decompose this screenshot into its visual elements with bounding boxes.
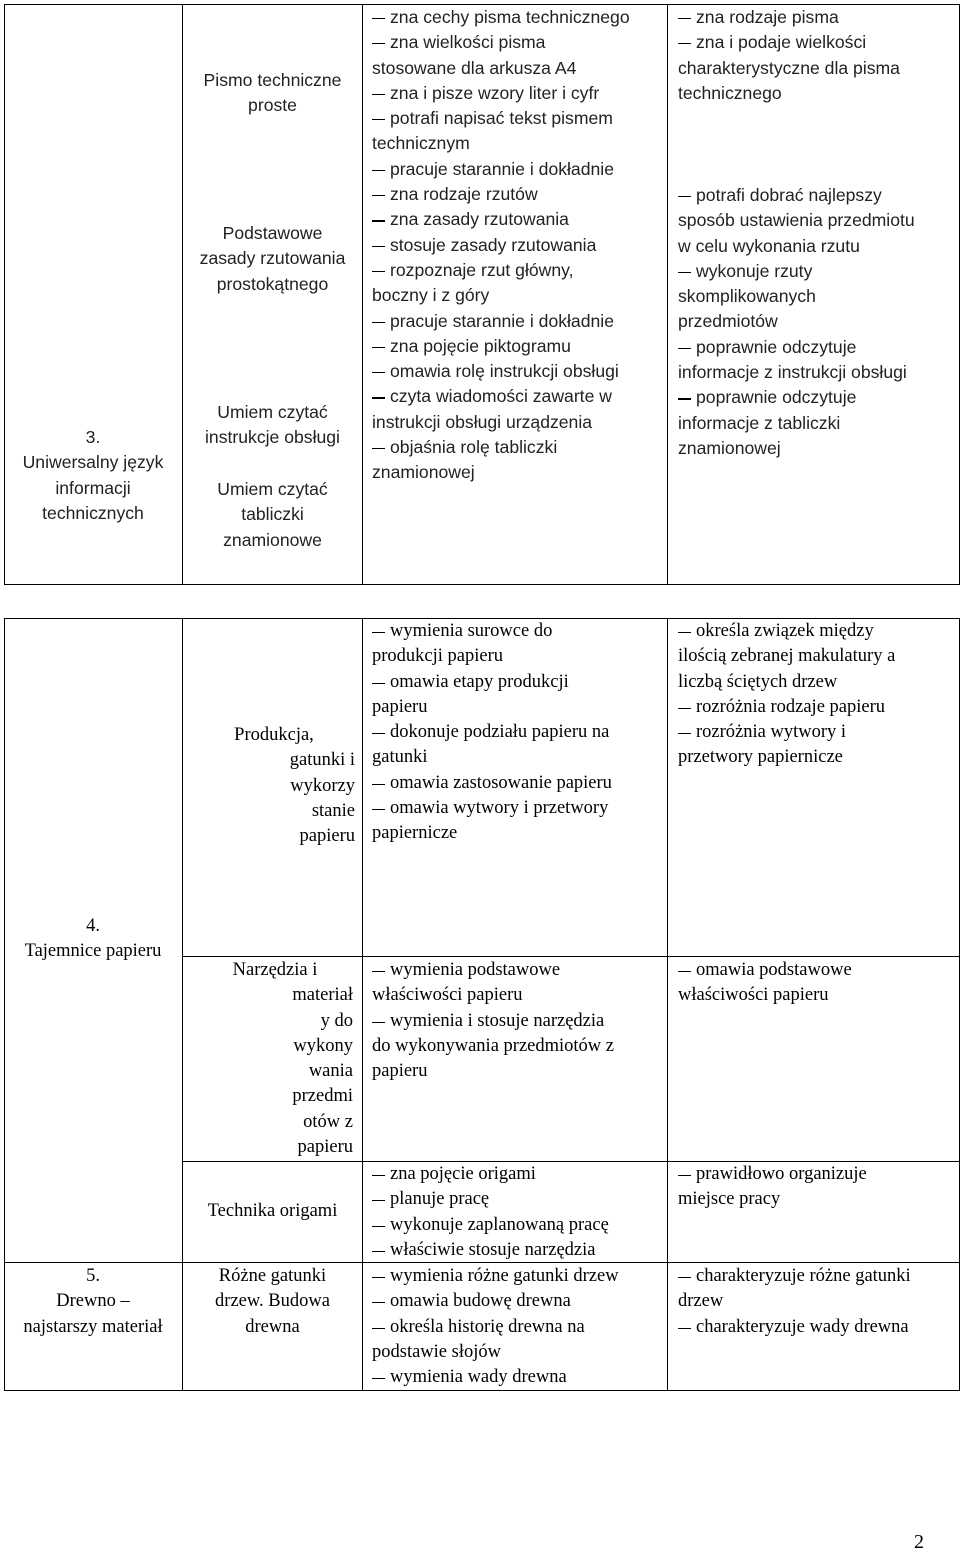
section-3-title: 3. Uniwersalny język informacji technicznych	[22, 427, 164, 523]
requirement-item: omawia podstawowe	[678, 958, 960, 983]
requirement-item: dokonuje podziału papieru na	[372, 720, 667, 745]
requirement-item: rozróżnia rodzaje papieru	[678, 695, 960, 720]
section-4-extended-b	[678, 958, 960, 1009]
requirement-item: charakteryzuje różne gatunki	[678, 1264, 960, 1289]
requirement-item: omawia budowę drewna	[372, 1289, 667, 1314]
requirement-item: zna rodzaje rzutów	[372, 182, 667, 207]
requirement-item-continuation: drzew	[678, 1291, 724, 1312]
requirement-item-continuation: boczny i z góry	[372, 285, 490, 306]
requirement-item: omawia rolę instrukcji obsługi	[372, 359, 667, 384]
requirement-item: prawidłowo organizuje	[678, 1162, 960, 1187]
section-5-title: 5. Drewno – najstarszy materiał	[23, 1266, 163, 1337]
requirement-item: poprawnie odczytuje	[678, 335, 960, 360]
requirement-item: wymienia różne gatunki drzew	[372, 1264, 667, 1289]
requirement-item-continuation: technicznym	[372, 133, 470, 154]
requirement-item: omawia zastosowanie papieru	[372, 771, 667, 796]
requirement-item-continuation: liczbą ściętych drzew	[678, 671, 838, 692]
requirement-item: potrafi napisać tekst pismem	[372, 106, 667, 131]
topic-gatunki-drzew: Różne gatunki drzew. Budowa drewna	[215, 1266, 330, 1337]
requirement-item: wymienia wady drewna	[372, 1365, 667, 1390]
requirement-item-continuation: produkcji papieru	[372, 646, 503, 667]
requirement-item: wymienia podstawowe	[372, 958, 667, 983]
requirement-item-continuation: ilością zebranej makulatury a	[678, 646, 896, 667]
section-4-basic-b	[372, 958, 667, 1084]
section-5-extended	[678, 1264, 960, 1340]
divider	[667, 618, 668, 1391]
section-3-extended-requirements-b	[678, 183, 960, 461]
section-4-basic-c	[372, 1162, 667, 1263]
topic-pismo-techniczne: Pismo techniczne proste	[203, 70, 342, 116]
requirement-item-continuation: właściwości papieru	[372, 985, 523, 1006]
requirement-item-continuation: podstawie słojów	[372, 1341, 501, 1362]
requirement-item-continuation: papieru	[372, 696, 428, 717]
requirement-item: określa historię drewna na	[372, 1315, 667, 1340]
requirement-item: charakteryzuje wady drewna	[678, 1315, 960, 1340]
requirement-item-continuation: przedmiotów	[678, 311, 778, 332]
requirement-item: pracuje starannie i dokładnie	[372, 157, 667, 182]
requirement-item: pracuje starannie i dokładnie	[372, 309, 667, 334]
requirement-item-continuation: papiernicze	[372, 823, 458, 844]
requirement-item: zna cechy pisma technicznego	[372, 5, 667, 30]
requirement-item: zna i podaje wielkości	[678, 30, 960, 55]
topic-zasady-rzutowania: Podstawowe zasady rzutowania prostokątnego	[199, 223, 346, 294]
requirement-item: zna i pisze wzory liter i cyfr	[372, 81, 667, 106]
requirement-item-continuation: stosowane dla arkusza A4	[372, 57, 577, 78]
section-4-title: 4. Tajemnice papieru	[24, 916, 162, 962]
section-4-basic-a	[372, 619, 667, 847]
requirement-item-continuation: charakterystyczne dla pisma	[678, 57, 900, 78]
requirement-item-continuation: do wykonywania przedmiotów z	[372, 1035, 614, 1056]
page-number: 2	[914, 1531, 924, 1553]
requirement-item-continuation: papieru	[372, 1061, 428, 1082]
requirement-item: stosuje zasady rzutowania	[372, 233, 667, 258]
requirement-item: zna zasady rzutowania	[372, 207, 667, 232]
requirement-item-continuation: sposób ustawienia przedmiotu	[678, 210, 915, 231]
requirement-item-continuation: znamionowej	[372, 462, 475, 483]
divider	[362, 618, 363, 1391]
topic-instrukcje-obslugi: Umiem czytać instrukcje obsługi	[205, 402, 340, 448]
requirement-item: planuje pracę	[372, 1187, 667, 1212]
topic-produkcja-papieru: Produkcja, gatunki i wykorzy stanie papieru	[234, 725, 355, 847]
requirement-item-continuation: technicznego	[678, 82, 782, 103]
requirement-item-continuation: skomplikowanych	[678, 286, 816, 307]
requirement-item-continuation: instrukcji obsługi urządzenia	[372, 411, 593, 432]
requirement-item-continuation: przetwory papiernicze	[678, 747, 843, 768]
requirement-item-continuation: właściwości papieru	[678, 985, 829, 1006]
requirement-item: poprawnie odczytuje	[678, 385, 960, 410]
requirement-item-continuation: gatunki	[372, 747, 428, 768]
requirement-item: wymienia surowce do	[372, 619, 667, 644]
requirement-item-continuation: znamionowej	[678, 437, 781, 458]
requirement-item: wykonuje zaplanowaną pracę	[372, 1213, 667, 1238]
requirement-item-continuation: miejsce pracy	[678, 1189, 781, 1210]
requirement-item: rozróżnia wytwory i	[678, 720, 960, 745]
requirement-item: zna pojęcie origami	[372, 1162, 667, 1187]
requirement-item: objaśnia rolę tabliczki	[372, 435, 667, 460]
requirement-item: właściwie stosuje narzędzia	[372, 1238, 667, 1263]
requirement-item: omawia wytwory i przetwory	[372, 796, 667, 821]
requirement-item-continuation: informacje z tabliczki	[678, 412, 841, 433]
requirement-item: określa związek między	[678, 619, 960, 644]
requirement-item: zna wielkości pisma	[372, 30, 667, 55]
section-5-basic	[372, 1264, 667, 1390]
requirement-item: czyta wiadomości zawarte w	[372, 384, 667, 409]
requirement-item: zna rodzaje pisma	[678, 5, 960, 30]
requirement-item: potrafi dobrać najlepszy	[678, 183, 960, 208]
topic-technika-origami: Technika origami	[207, 1201, 338, 1221]
section-3-basic-requirements	[372, 5, 667, 486]
section-4-extended-a	[678, 619, 960, 771]
requirement-item: rozpoznaje rzut główny,	[372, 258, 667, 283]
requirement-item: omawia etapy produkcji	[372, 670, 667, 695]
divider	[362, 4, 363, 585]
requirement-item: zna pojęcie piktogramu	[372, 334, 667, 359]
divider	[667, 4, 668, 585]
requirement-item: wymienia i stosuje narzędzia	[372, 1009, 667, 1034]
requirement-item-continuation: informacje z instrukcji obsługi	[678, 362, 907, 383]
requirement-item-continuation: w celu wykonania rzutu	[678, 235, 860, 256]
section-4-extended-c	[678, 1162, 960, 1213]
topic-tabliczki-znamionowe: Umiem czytać tabliczki znamionowe	[217, 479, 328, 550]
topic-narzedzia-i-materialy: Narzędzia i materiał y do wykony wania przedmi otów z papieru	[232, 960, 353, 1158]
requirement-item: wykonuje rzuty	[678, 259, 960, 284]
section-3-extended-requirements-a	[678, 5, 960, 106]
